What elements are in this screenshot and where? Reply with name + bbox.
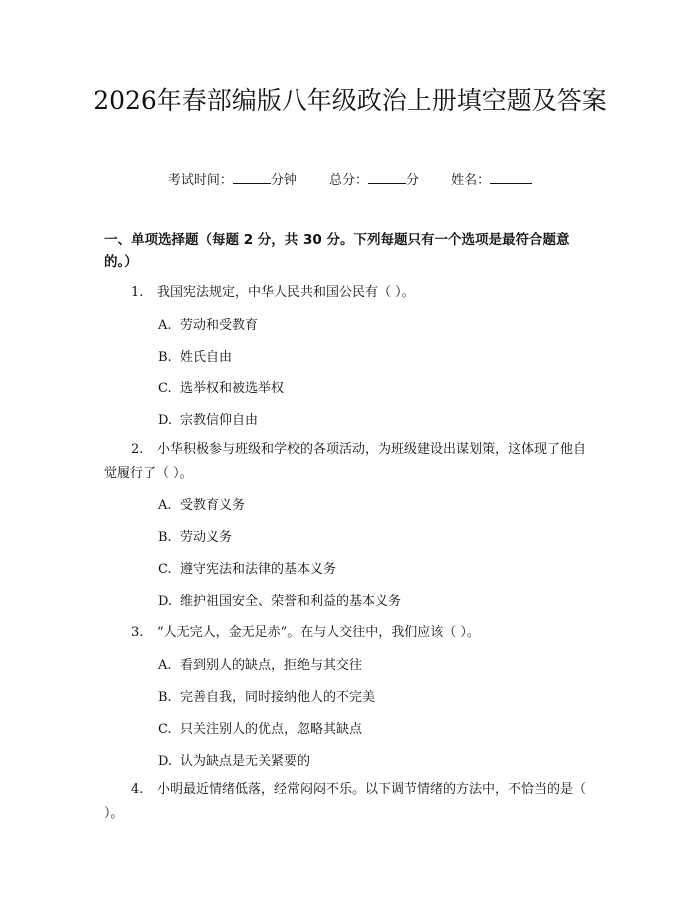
exam-time-blank xyxy=(233,171,271,184)
exam-time-field xyxy=(168,169,297,188)
question-number: 3. xyxy=(131,625,144,640)
option-item xyxy=(158,494,245,513)
question-text: “人无完人，金无足赤”。在与人交往中，我们应该（ ）。 xyxy=(157,625,480,640)
option-item xyxy=(158,377,284,396)
option-text: 认为缺点是无关紧要的 xyxy=(180,754,311,769)
option-letter: B. xyxy=(158,690,172,705)
total-score-unit: 分 xyxy=(406,173,420,188)
name-label: 姓名： xyxy=(451,173,491,188)
question-number: 2. xyxy=(131,442,144,457)
option-text: 看到别人的缺点，拒绝与其交往 xyxy=(180,658,363,673)
option-letter: C. xyxy=(158,722,172,737)
question-stem xyxy=(104,778,598,826)
exam-info-line xyxy=(0,169,700,188)
option-item xyxy=(158,558,336,577)
exam-time-label: 考试时间： xyxy=(167,173,233,188)
option-text: 劳动和受教育 xyxy=(180,318,259,333)
option-item xyxy=(158,590,401,609)
option-text: 完善自我，同时接纳他人的不完美 xyxy=(180,690,376,705)
option-letter: C. xyxy=(158,381,172,396)
option-item xyxy=(158,346,232,365)
option-text: 维护祖国安全、荣誉和利益的基本义务 xyxy=(180,594,402,609)
question-number: 1. xyxy=(131,285,144,300)
option-letter: D. xyxy=(158,413,173,428)
name-blank xyxy=(490,171,532,184)
option-letter: A. xyxy=(158,318,172,333)
total-score-field xyxy=(329,169,419,188)
option-text: 遵守宪法和法律的基本义务 xyxy=(180,562,337,577)
option-letter: C. xyxy=(158,562,172,577)
question-stem xyxy=(131,621,601,645)
total-score-blank xyxy=(368,171,406,184)
question-text: 小华积极参与班级和学校的各项活动，为班级建设出谋划策，这体现了他自觉履行了（ ）。 xyxy=(104,442,587,481)
section-heading: 一、单项选择题（每题 2 分，共 30 分。下列每题只有一个选项是最符合题意的。） xyxy=(104,232,570,270)
question-stem xyxy=(131,281,601,305)
option-letter: B. xyxy=(158,350,172,365)
name-field xyxy=(451,169,532,188)
option-letter: A. xyxy=(158,658,172,673)
option-item xyxy=(158,654,362,673)
option-item xyxy=(158,409,258,428)
option-item xyxy=(158,686,375,705)
question-text: 小明最近情绪低落，经常闷闷不乐。以下调节情绪的方法中，不恰当的是（ ）。 xyxy=(104,782,587,821)
question-stem xyxy=(104,438,598,486)
option-text: 姓氏自由 xyxy=(180,350,233,365)
question-text: 我国宪法规定，中华人民共和国公民有（ ）。 xyxy=(157,285,415,300)
option-item xyxy=(158,314,258,333)
option-text: 劳动义务 xyxy=(180,530,233,545)
option-item xyxy=(158,718,362,737)
option-text: 宗教信仰自由 xyxy=(180,413,259,428)
option-item xyxy=(158,750,310,769)
total-score-label: 总分： xyxy=(328,173,368,188)
option-text: 只关注别人的优点，忽略其缺点 xyxy=(180,722,363,737)
option-letter: B. xyxy=(158,530,172,545)
exam-time-unit: 分钟 xyxy=(270,173,297,188)
option-text: 受教育义务 xyxy=(180,498,246,513)
page-title: 2026年春部编版八年级政治上册填空题及答案 xyxy=(93,86,607,115)
option-letter: D. xyxy=(158,754,173,769)
option-letter: A. xyxy=(158,498,172,513)
option-text: 选举权和被选举权 xyxy=(180,381,285,396)
option-letter: D. xyxy=(158,594,173,609)
option-item xyxy=(158,526,232,545)
question-number: 4. xyxy=(131,782,144,797)
